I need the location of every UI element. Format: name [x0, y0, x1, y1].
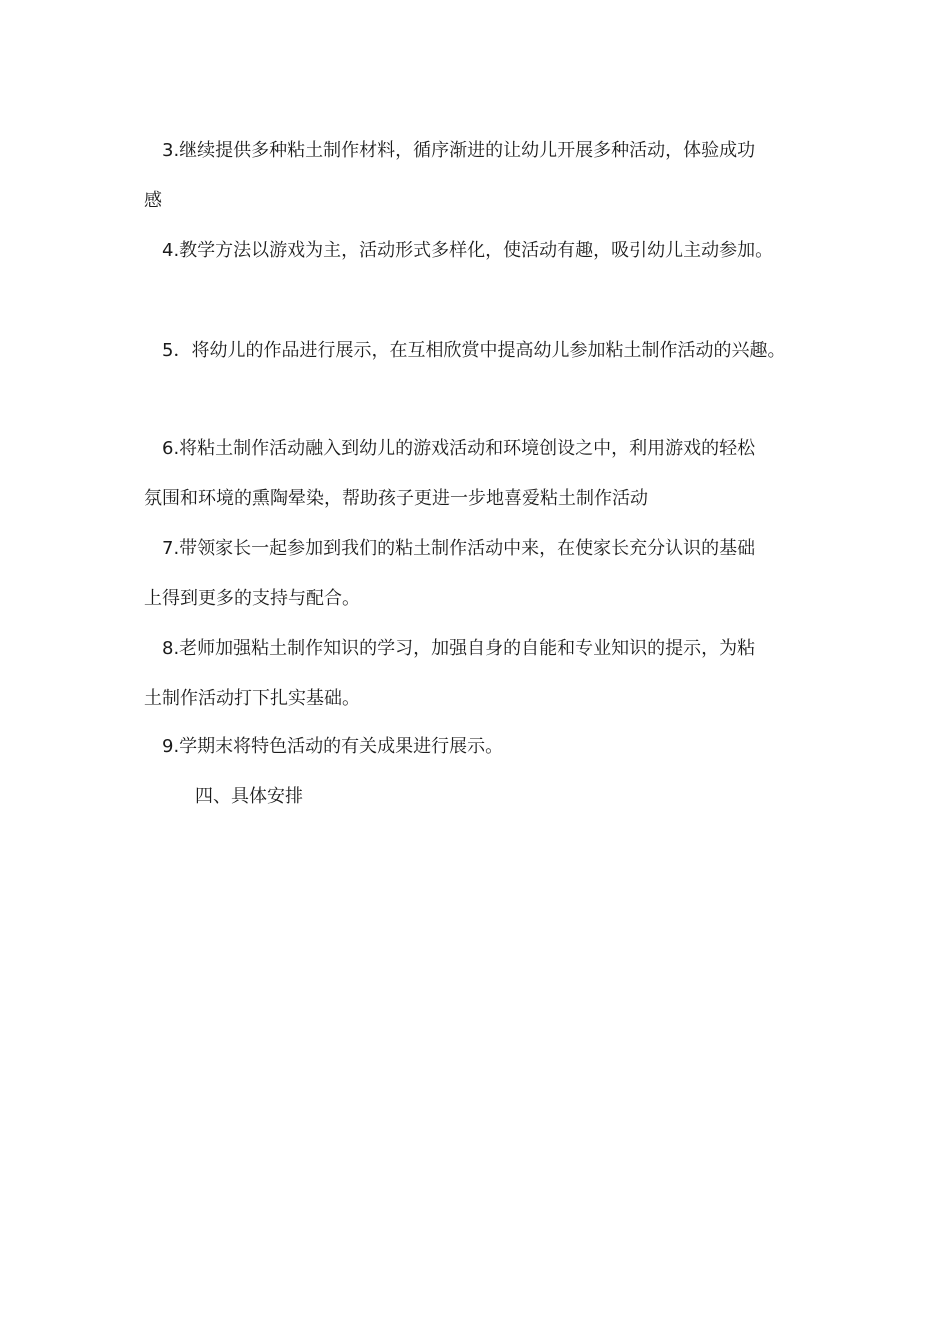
section-heading: 四、具体安排 [195, 786, 303, 807]
item-7-line-1: 7.带领家长一起参加到我们的粘土制作活动中来，在使家长充分认识的基础 [162, 538, 756, 559]
item-3-line-1: 3.继续提供多种粘土制作材料，循序渐进的让幼儿开展多种活动，体验成功 [162, 140, 756, 161]
item-6-line-1: 6.将粘土制作活动融入到幼儿的游戏活动和环境创设之中，利用游戏的轻松 [162, 438, 756, 459]
item-4-line-1: 4.教学方法以游戏为主，活动形式多样化，使活动有趣，吸引幼儿主动参加。 [162, 240, 774, 261]
item-8-line-1: 8.老师加强粘土制作知识的学习，加强自身的自能和专业知识的提示，为粘 [162, 638, 756, 659]
item-7-line-2: 上得到更多的支持与配合。 [144, 588, 360, 609]
item-3-line-2: 感 [144, 190, 162, 211]
item-5-line-1: 5．将幼儿的作品进行展示，在互相欣赏中提高幼儿参加粘土制作活动的兴趣。 [162, 340, 786, 361]
item-6-line-2: 氛围和环境的熏陶晕染，帮助孩子更进一步地喜爱粘土制作活动 [144, 488, 648, 509]
item-9-line-1: 9.学期末将特色活动的有关成果进行展示。 [162, 736, 504, 757]
item-8-line-2: 土制作活动打下扎实基础。 [144, 688, 360, 709]
